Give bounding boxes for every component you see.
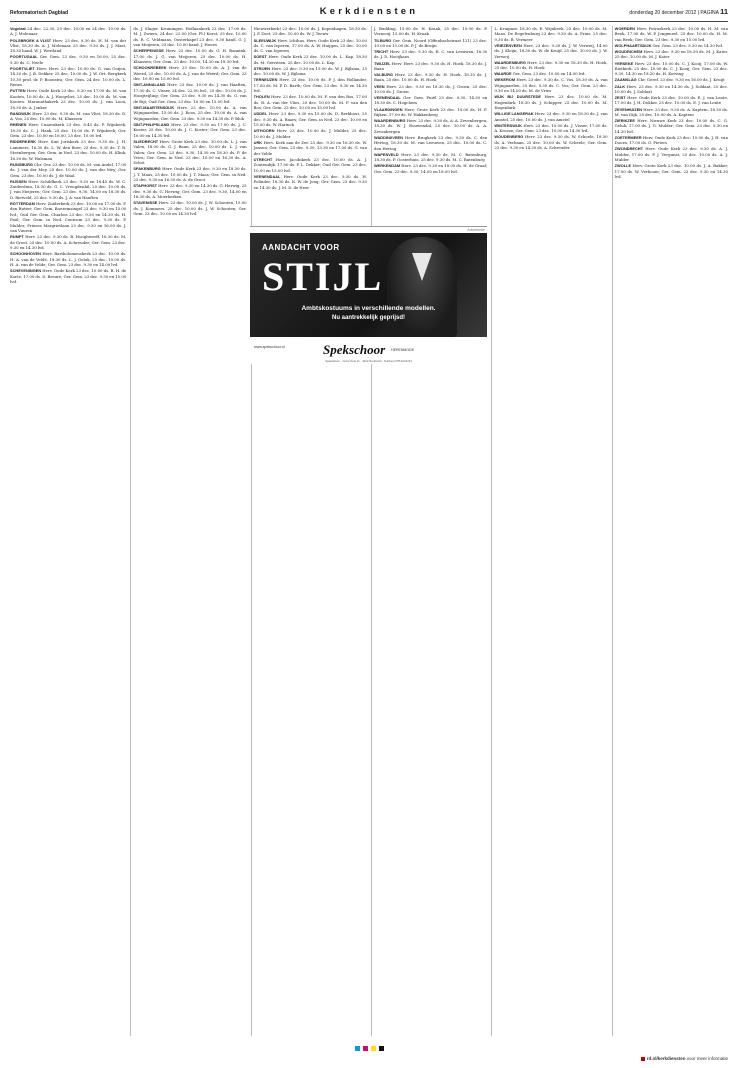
church-entry	[10, 54, 126, 65]
brand-sub: HERENMODE	[391, 348, 414, 352]
church-entry	[494, 43, 607, 59]
service-details: Herv. 23 dec. 9.30 en 14.30 ds. G. Herwig, 25 dec. 9.30 ds. G. Herwig; Ger. Gem. 23 dec. 9.30, 14.00 en 18.30 ds. A. Moerkerken	[133, 183, 247, 200]
church-entry	[374, 38, 487, 49]
church-entry	[10, 111, 126, 122]
service-details: Herv. 23 dec. 9.30 ds. J. W. Verweij, 14.00 ds. J. Kleijn, 18.30 ds. W. de Kruijf, 25 dec. 10.00 ds. J. W. Verweij	[494, 42, 608, 59]
church-entry	[494, 60, 607, 71]
section-title: Kerkdiensten	[319, 6, 419, 17]
town-name: WOUDENBERG	[494, 134, 524, 140]
town-name: VEENENDAAL	[253, 173, 281, 179]
church-entry	[494, 71, 607, 76]
church-entry	[615, 49, 728, 60]
service-details: Herv. 23 dec. 9.30 ds. C. Vos, 18.30 ds. A. van Wijngaarden, 25 dec. 9.30 ds. C. Vos; Ger. Gem. 23 dec. 9.30 en 14.00 ds. M. de Vries	[494, 77, 608, 94]
page-footer	[641, 1056, 728, 1061]
ad-footer: Spekschoor · Grote Kerk 11 · 3312 Dordrecht · Telefoon 078-6131744	[325, 359, 412, 363]
church-entry	[615, 61, 728, 77]
church-entry	[254, 128, 367, 139]
church-entry	[494, 111, 607, 122]
church-entry	[10, 38, 126, 54]
service-details: Herv. 23 dec. 9.30 en 18.30 ds. J. van Amstel, 25 dec. 10.00 ds. J. van Amstel	[494, 111, 608, 122]
town-name: SLIEDRECHT	[133, 138, 159, 144]
ad-website[interactable]: www.spekschoor.nl	[254, 345, 285, 349]
church-entry	[10, 179, 126, 201]
service-details: Herv. 23 dec. 10.00 ds. A. J. van de Weerd, 25 dec. 10.00 ds. A. J. van de Weerd; Ger. Gem. 23 dec. 10.00 en 15.00 lvd.	[133, 65, 247, 82]
square-bullet-icon	[641, 1057, 645, 1061]
issue-date: donderdag 20 december 2012	[629, 10, 697, 16]
town-name: VALBURG	[374, 72, 393, 77]
church-entry	[374, 26, 487, 37]
service-details: J. Budding, 15.00 ds. H. Kraak, 25 dec. 10.00 ds. P. Vernooij, 15.00 ds. H. Kraak	[374, 26, 488, 37]
service-details: ds. J. Sluger. Kruiningen. Hoflaankerk 23 dec. 17.00 ds. M. J. Zwiers, 24 dec. 22.00 (Ger. Pl.) Kerst, 25 dec. 10.00 ds. R. C. Veldmans, Oosterkapel 23 dec. 9.30 hand. G. J. van Meijeren, 25 dec. 10.00 hand. J. Hoorn	[133, 26, 247, 48]
church-entry	[374, 72, 487, 83]
town-name: SINT-MAARTENSDIJK	[133, 104, 175, 110]
town-name: PUTTEN	[10, 88, 26, 94]
service-details: Herv. 23 dec. 9.30 ds. M. C. Batenburg, 18.30 ds. P. Oosterhuis, 25 dec. 9.30 ds. M. C. Batenburg	[374, 151, 488, 163]
town-name: POORTVLIET	[10, 65, 35, 71]
town-name: SCHOONHOVEN	[10, 251, 41, 257]
church-entry	[10, 201, 126, 234]
church-entry	[133, 82, 246, 104]
town-name: Vogelzat	[10, 26, 26, 31]
church-entry	[494, 134, 607, 150]
service-details: Herv. 23 dec. 9.30 en 18.30 ds. M. J. Kater, 25 dec. 10.00 ds. M. J. Kater	[614, 49, 728, 60]
church-entry	[374, 61, 487, 72]
service-details: Herv. Jacobikerk 23 dec. 10.00 ds. A. J. Zoutendijk, 17.00 ds. P. L. Dekker; Oud Ger. Gem. 23 dec. 10.00 en 15.00 lvd.	[253, 156, 367, 173]
service-details: Herv. Oude Kerk 23 dec. 10.00 ds. J. H. van Doorn, 17.00 ds. G. Pieters	[614, 134, 728, 146]
service-details: Herv. 23 dec. 9.30 en 17.00 ds. J. C. Koster, 25 dec. 10.00 ds. J. C. Koster; Ger. Gem. 23 dec. 10.00 en 14.30 lvd.	[133, 121, 247, 138]
church-entry	[374, 95, 487, 106]
advertisement[interactable]	[250, 226, 487, 364]
church-entry	[615, 95, 728, 106]
service-details: Herv. 23 dec. 10.00 ds. M. Hogenbirk, 18.30 ds. J. Schipper, 25 dec. 10.00 ds. M. Hogenbirk	[494, 94, 608, 111]
service-details: Herv. 23 dec. 10.00 ds. J. W. Schouten, 15.00 ds. J. Kommers, 25 dec. 10.00 ds. J. W. Schouten; Ger. Gem. 23 dec. 10.00 en 14.30 lvd.	[133, 200, 247, 217]
church-entry	[615, 77, 728, 82]
ad-bigword: STIJL	[262, 254, 384, 299]
town-name: STRIJEN	[253, 65, 271, 71]
town-name: UITHOORN	[253, 128, 275, 134]
town-name: SCHEVENINGEN	[10, 268, 42, 274]
town-name: WADDINXVEEN	[374, 134, 403, 140]
town-name: ZAAMSLAG	[614, 77, 637, 83]
service-details: Herv. 23 dec. 9.30 en 15.00 ds. D. Berkhout, 25 dec. 9.30 ds. A. Baars; Ger. Gem. in Ned. 23 dec. 10.00 en 15.00 ds. W. Harinck	[253, 111, 367, 128]
church-entry	[615, 118, 728, 134]
church-entry	[10, 162, 126, 178]
church-entry	[133, 183, 246, 199]
service-details: Herv. Brugkerk 23 dec. 9.30 ds. C. den Hertog, 18.30 ds. M. van Leeuwen, 25 dec. 10.00 ds. C. den Hertog	[374, 134, 488, 151]
service-details: Herv. 23 dec. 9.30 en 18.30 ds. J. Groen, 25 dec. 10.00 ds. J. Groen	[374, 83, 488, 94]
church-entry	[10, 139, 126, 161]
town-name: WAARDENBURG	[374, 118, 406, 123]
church-entry	[254, 38, 367, 54]
church-entry	[10, 26, 126, 37]
town-name: ZWIJNDRECHT	[614, 146, 643, 152]
town-name: URK	[253, 139, 263, 145]
town-name: RANDWIJK	[10, 110, 31, 116]
service-details: Herv. Oude Kerk 23 dec. 9.30 ds. A. J. Mulder, 17.00 ds. P. J. Vergunst, 25 dec. 10.00 ds. A. J. Mulder	[614, 146, 728, 163]
service-details: Chr. Ger. 23 dec. 10.00 ds. M. van Andel, 17.00 ds. J. van der Mey, 25 dec. 10.00 ds. J. van der Mey; Ger. Gem. 23 dec. 10.00 ds. J. de Waal	[10, 161, 127, 178]
town-name: WAPENVELD	[374, 151, 399, 157]
town-name: WEKEROM	[494, 77, 516, 83]
service-details: Herv. Sint Joriskerk 23 dec. 9.30 ds. J. H. Lammers, 16.30 ds. L. W. den Boer, 25 dec. 9.30 ds. T. R. Steenbergen; Ger. Gem. in Ned. 23 dec. 10.00 ds. H. Klink, 16.30 ds. W. Hulsman	[10, 139, 127, 161]
town-name: ZWOLLE	[614, 163, 632, 169]
service-details: Herv. 23 dec. 9.30 ds. W. Scheele, 18.30 ds. A. Verbaan, 25 dec. 10.00 ds. W. Scheele; Ger. Gem. 23 dec. 9.30 en 14.30 ds. A. Schreuder	[494, 134, 608, 151]
church-entry	[615, 107, 728, 118]
service-details: Herv. 23 dec. 9.30 ds. H. Hoek, 18.30 ds. J. Baan, 25 dec. 10.00 ds. H. Hoek	[374, 72, 488, 83]
church-entry	[374, 163, 487, 174]
town-name: RIDDERKERK	[10, 139, 36, 145]
church-entry	[133, 26, 246, 48]
town-name: RIJNSBURG	[10, 161, 33, 167]
service-details: Herv. 23 dec. 10.00 ds. A. van Wijngaarden, 15.00 ds. J. Roos, 25 dec. 10.00 ds. A. van Wijngaarden; Ger. Gem. 23 dec. 9.30 en 14.30 ds. P. Blok	[133, 104, 247, 121]
church-entry	[374, 84, 487, 95]
town-name: TRICHT	[374, 49, 389, 54]
black-swatch	[379, 1046, 384, 1051]
town-name: WIJK BIJ DUURSTEDE	[494, 94, 541, 100]
town-name: ZALK	[614, 83, 626, 89]
cyan-swatch	[355, 1046, 360, 1051]
service-details: Herv. Herv. 23 dec. 10.00 ds. G. van Ooijen, 14.30 ds. J. B. Dekker, 25 dec. 10.00 ds. J. W. Ort. Bergkerk 10.30 prof. dr. P. Boonstra; Ger. Gem. 24 dec. 10.00 ds. L. Renes	[10, 65, 127, 88]
service-details: Chr. Geref. 23 dec. 9.30 en 16.00 ds. J. Kruijt	[637, 77, 725, 83]
church-entry	[494, 26, 607, 42]
church-entry	[133, 139, 246, 166]
church-entry	[615, 26, 728, 42]
service-details: Herv. Oude Kerk 23 dec. 10.00 ds. R. H. de Korte, 17.00 ds. D. Breure; Ger. Gem. 23 dec. 9.30 en 15.00 lvd.	[10, 268, 127, 285]
church-entry	[494, 123, 607, 134]
service-details: Herv. 23 dec. 10.00 ds. C. J. Kooij, 17.00 ds. W. Rietkerk, 25 dec. 10.00 ds. C. J. Kooij; Ger. Gem. 23 dec. 9.30, 14.30 en 18.30 ds. H. Korving	[614, 60, 728, 77]
town-name: VLAARDINGEN	[374, 106, 403, 112]
church-entry	[10, 268, 126, 284]
town-name: SCHERPENISSE	[133, 48, 164, 54]
town-name: WOERDEN	[614, 26, 635, 31]
town-name: SINT-PHILIPSLAND	[133, 121, 170, 127]
church-entry	[254, 94, 367, 110]
service-details: Herv. 23 dec. 9.30 ds. M. van Vliet, 18.30 ds. D. A. Vos, 25 dec. 10.00 ds. M. Klaassen	[10, 110, 127, 122]
service-details: Ger. Gem. 23 dec. 10.00 en 14.00 lvd.	[512, 71, 586, 77]
suit-image	[387, 237, 457, 337]
town-name: WERKENDAM	[374, 163, 401, 169]
town-name: VEEN	[374, 83, 385, 89]
town-name: WOLPHAARTSDIJK	[614, 42, 652, 48]
church-entry	[133, 122, 246, 138]
town-name: TERNEUZEN	[253, 77, 278, 83]
color-registration-marks	[0, 1046, 738, 1056]
church-entry	[615, 146, 728, 162]
service-details: Herv. 23 dec. 9.30 en 14.30 ds. J. Soldaat, 25 dec. 10.00 ds. J. Soldaat	[614, 83, 728, 94]
service-details: Herv. 23 dec. 10.00 ds. J. Mulder, 25 dec. 10.00 ds. J. Mulder	[253, 128, 367, 139]
town-name: UDDEL	[253, 111, 268, 117]
service-details: L. Kruijmer. 18.30 ds. E. Wijnbeek, 25 dec. 10.00 ds. M. Maas. De Eegelenburg 23 dec. 9.30 ds. A. Prins, 25 dec. 9.30 ds. B. Vermeer	[494, 26, 608, 42]
church-entry	[615, 135, 728, 146]
column-4	[371, 26, 487, 1036]
service-details: Herv. Zuiderkerk 23 dec. 10.00 en 17.00 ds. P. den Butter; Ger. Gem. Boezemsingel 23 dec. 9.30 en 15.00 lvd.; Oud Ger. Gem. Charlois 23 dec. 9.30 en 14.30 ds. H. Paul; Ger. Gem. in Ned. Centrum 23 dec. 9.30 ds. P. Mulder; Prinses Margrietlaan 23 dec. 9.30 en 16.00 ds. J. van Vuuren	[10, 200, 127, 234]
town-name: WAARDE	[494, 71, 512, 77]
town-name: RUMPT	[10, 234, 24, 240]
church-entry	[374, 152, 487, 163]
magenta-swatch	[363, 1046, 368, 1051]
service-details: Herv. 23 dec. 9.30 en 18.00 ds. H. de Graaf; Ger. Gem. 23 dec. 9.30, 14.00 en 18.00 lvd.	[374, 163, 488, 174]
town-name: UTRECHT	[253, 156, 273, 162]
church-entry	[374, 107, 487, 118]
church-entry	[10, 251, 126, 267]
page-label: PAGINA	[700, 10, 719, 16]
church-entry	[374, 118, 487, 134]
church-entry	[374, 135, 487, 151]
church-entry	[254, 111, 367, 127]
church-entry	[133, 105, 246, 121]
town-name: WILLIGE LANGERAK	[494, 111, 534, 117]
column-2	[130, 26, 246, 1036]
town-name: SPAKENBURG	[133, 166, 161, 172]
column-5	[491, 26, 607, 1036]
service-details: Herv. 23 dec. 9.30 ds. R. C. van Leeuwen, 18.30 ds. J. D. Hooijkaas	[374, 49, 488, 60]
church-entry	[133, 166, 246, 182]
church-entry	[615, 84, 728, 95]
service-details: Herv. 23 dec. 10.00 ds. J. Visser, 17.00 ds. A. Kroeze; Ger. Gem. 23 dec. 10.00 en 14.30 lvd.	[494, 122, 608, 134]
service-details: Herv. 23 dec. 9.30 ds. A. A. Zevenbergen, 18.30 ds. W. J. Rouwendal, 25 dec. 10.00 ds. A. A. Zevenbergen	[374, 118, 488, 134]
town-name: YERSEKE	[614, 60, 634, 66]
service-details: Herv. Bartholomeuskerk 23 dec. 10.00 ds. H. A. van de Velde, 18.30 ds. L. J. Geluk, 25 dec. 10.00 ds. H. A. van de Velde; Ger. Gem. 23 dec. 9.30 en 14.00 lvd.	[10, 251, 127, 268]
town-name: SLEEUWIJK	[253, 37, 277, 43]
church-entry	[10, 122, 126, 138]
ad-logo-row	[250, 339, 487, 361]
service-details: Herv. 23 dec. 10.00 ds. G. H. Bonnink, 17.00 ds. J. G. van Meijeren, 25 dec. 10.00 ds. H. Klaassen; Ger. Gem. 23 dec. 10.00, 14.30 en 18.30 lvd.	[133, 48, 247, 65]
service-details: Herv. Grote Kerk 23 dec. 10.00 ds. L. J. van Valen, 18.00 ds. G. J. Baan, 25 dec. 10.00 ds. L. J. van Valen; Ger. Gem. 23 dec. 9.30, 14.30 en 18.30 ds. P. de Vries; Ger. Gem. in Ned. 23 dec. 10.00 en 16.30 ds. A. Schot	[133, 138, 247, 166]
column-3	[251, 26, 367, 1036]
ad-headline: AANDACHT VOOR	[262, 243, 340, 252]
town-name: WAARDENBURG	[494, 59, 526, 65]
church-entry	[10, 88, 126, 110]
service-details: Ger. Gem. Noord (Offenbachstraat 121) 23 dec. 10.00 en 15.00 ds. P. J. de Bruijn	[374, 37, 488, 48]
ad-subline: Nu aantrekkelijk geprijsd!	[331, 315, 406, 321]
service-details: Herv. 23 dec. 10.00 ds. J. van Haaften, 17.00 ds. C. Visser, 24 dec. 22.00 lvd., 25 dec. 10.00 ds. J. Hoogteijling; Ger. Gem. 23 dec. 9.30 en 14.30 ds. G. van de Rijt; Oud Ger. Gem. 23 dec. 10.00 en 15.00 lvd.	[133, 82, 247, 104]
town-name: VRIEZENVEEN	[494, 42, 522, 48]
town-name: ZEVENHUIZEN	[614, 106, 643, 112]
footer-site[interactable]: rd.nl/kerkdiensten	[646, 1056, 686, 1061]
service-details: Ger. Gem. Pniël 23 dec. 9.30, 14.30 en 18.30 ds. C. Hogchem	[374, 95, 488, 106]
town-name: VEENENDAAL	[374, 95, 401, 100]
ad-photo	[250, 233, 487, 337]
church-entry	[133, 48, 246, 64]
church-entry	[615, 163, 728, 179]
service-details: Herv. Grote Kerk 23 dec. 10.00 ds. J. A. Bakker, 17.00 ds. W. Verboom; Ger. Gem. 23 dec. 9.30 en 14.30 lvd.	[614, 163, 728, 180]
town-name: SOEST	[253, 54, 267, 60]
church-entry	[254, 77, 367, 93]
service-details: Herv. 23 dec. 10.00 ds. P. J. den Hollander, 17.00 ds. M. P. D. Barth; Ger. Gem. 23 dec. 9.30 en 14.30 lvd.	[253, 77, 367, 94]
church-entry	[133, 200, 246, 216]
page-number: 11	[720, 7, 728, 16]
yellow-swatch	[371, 1046, 376, 1051]
service-details: Herv. 23 dec. 9.30 ds. B. Hooghwerff, 18.30 ds. M. de Groot, 25 dec. 10.00 ds. A. Schreuder; Ger. Gem. 23 dec. 9.30 en 14.30 lvd.	[10, 234, 127, 251]
newspaper-name: Reformatorisch Dagblad	[10, 10, 69, 16]
service-details: Herv. Grote Kerk 23 dec. 10.00 ds. H. F. Rijken, 17.00 ds. W. Hakkenberg	[374, 106, 488, 117]
church-entry	[374, 49, 487, 60]
brand-logo: Spekschoor	[323, 342, 386, 357]
column-6	[612, 26, 728, 1036]
church-entry	[254, 66, 367, 77]
town-name: WOUDRICHEM	[614, 49, 643, 54]
church-entry	[10, 234, 126, 250]
church-entry	[494, 94, 607, 110]
service-details: Herv. Schildkerk 23 dec. 9.30 en 18.45 ds. W. C. Zuiderduin, 18.30 ds. G. C. Vreugdenhil, 25 dec. 10.00 ds. J. van Meijeren; Ger. Gem. 23 dec. 9.30, 14.00 en 18.30 ds. D. Rietveld, 25 dec. 9.30 ds. J. A. van Haaften	[10, 178, 127, 200]
service-details: Herv. Oude Kerk 23 dec. 9.30 ds. H. Polinder, 18.30 ds. K. W. de Jong; Ger. Gem. 23 dec. 9.30 en 14.30 ds. J. M. D. de Heer	[253, 173, 367, 190]
service-details: Herv. 23 dec. 9.30 en 15.00 ds. W. J. Bijlsma, 25 dec. 10.00 ds. W. J. Bijlsma	[253, 65, 367, 77]
town-name: WINTERSWIJK	[494, 122, 522, 128]
church-entry	[10, 66, 126, 88]
town-name: RHENEN	[10, 122, 27, 128]
footer-text: voor meer informatie	[686, 1056, 728, 1061]
column-1	[10, 26, 126, 1036]
service-details: Herv. Ichthus. Herv. Oude Kerk 23 dec. 10.00 ds. C. van Ieperen, 17.00 ds. A. W. Huijgen, 25 dec. 10.00 ds. C. van Ieperen	[253, 37, 367, 54]
service-details: Herv. Oude Kerk 23 dec. 10.00 ds. L. Kap, 18.30 ds. M. Gerritsen, 25 dec. 10.00 ds. L. Kap	[253, 54, 367, 65]
listing-columns	[10, 26, 728, 1036]
page-header	[10, 6, 728, 22]
church-entry	[254, 140, 367, 156]
service-details: Ger. Gem. 23 dec. 9.30 en 16.00, 25 dec. 9.30 ds. C. Neele	[10, 54, 127, 65]
service-details: Herv. 23 dec. 9.30 ds. H. M. van der Vlist, 18.30 ds. A. J. Molenaar, 25 dec. 9.30 ds. J. J. Mast, 18.30 hand. W. J. Westland	[10, 37, 127, 54]
service-details: 24 dec. 22.30, 25 dec. 10.00 en 24 dec. 10.00 ds. A. J. Molenaar	[10, 26, 127, 37]
service-details: Herv. Petruskerk 23 dec. 10.00 ds. H. M. van Beek, 17.00 ds. W. P. Jongeneel, 25 dec. 10.00 ds. H. M. van Beek; Ger. Gem. 23 dec. 9.30 en 15.00 lvd.	[614, 26, 728, 42]
church-entry	[133, 65, 246, 81]
service-details: Herv. Kerk aan de Zee 23 dec. 9.30 en 16.30 ds. W. Jansen; Ger. Gem. 23 dec. 9.30, 13.30 en 17.00 ds. G. van der Velde	[253, 139, 367, 156]
town-name: STAVENISSE	[133, 200, 158, 206]
church-entry	[494, 77, 607, 93]
service-details: Herv. Cunerakerk 23 dec. 8.45 ds. P. Wijnbeek, 18.30 ds. C. J. Haak, 25 dec. 10.00 ds. P. Wijnbeek; Ger. Gem. 23 dec. 10.00 en 16.00, 25 dec. 10.00 lvd.	[10, 122, 127, 139]
town-name: POLSBROEK & VLIST	[10, 37, 52, 43]
service-details: Herv. 23 dec. 9.30 ds. A. Kaptein, 18.30 ds. M. van Dijk, 25 dec. 10.00 ds. A. Kaptein	[614, 106, 728, 117]
service-details: Herv. Nieuwe Kerk 23 dec. 10.00 ds. C. G. Geluk, 17.00 ds. J. G. Mulder; Ger. Gem. 23 dec. 9.30 en 14.30 lvd.	[614, 118, 728, 134]
service-details: Herv. Herv. 23 dec. 9.30 ds. H. Hoek, 18.30 ds. J. Baan	[374, 60, 488, 71]
service-details: Herv. Oude Kerk 23 dec. 8.30 en 17.00 ds. M. van Kooten, 10.00 ds. A. J. Hoogvliet, 25 dec. 10.00 ds. M. van Kooten. Maranathakerk 23 dec. 10.00 ds. J. van Loon, 18.30 ds. A. Jonker	[10, 88, 127, 110]
church-entry	[254, 54, 367, 65]
town-name: RIJSSEN	[10, 178, 27, 184]
town-name: ZIERIKZEE	[614, 118, 635, 123]
service-details: Herv. 23 dec. 10.00 ds. M. F. van den Bos, 17.00 ds. R. A. van der Vlies, 25 dec. 10.00 ds. M. F. van den Bos; Ger. Gem. 23 dec. 10.00 en 15.00 lvd.	[253, 94, 367, 111]
service-details: Herv. 23 dec. 9.30 en 18.30 ds. H. Hoek, 25 dec. 10.00 ds. H. Hoek	[494, 59, 608, 71]
service-details: Herv. Oude Kerk 23 dec. 9.30 en 18.30 ds. J. T. Maas, 25 dec. 10.00 ds. J. T. Maas; Ger. Gem. in Ned. 23 dec. 9.30 en 16.30 ds. A. de Groot	[133, 166, 247, 183]
town-name: TWIJZEL	[374, 60, 391, 66]
date-page: donderdag 20 december 2012 | PAGINA 11	[629, 7, 728, 16]
town-name: TILBURG	[374, 37, 392, 43]
church-entry	[254, 174, 367, 190]
service-details: Herv. Oude Kerk 23 dec. 10.00 ds. E. J. van Lente, 17.00 ds. J. H. Dekker, 25 dec. 10.00 ds. E. J. van Lente	[614, 95, 728, 106]
town-name: ZOETERMEER	[614, 134, 642, 140]
ad-tagline: Ambtskostuums in verschillende modellen.	[301, 305, 436, 312]
church-entry	[615, 43, 728, 48]
town-name: THOLEN	[253, 94, 270, 100]
service-details: Nieuwerkerk) 23 dec. 10.00 ds. J. Kopenhagen, 18.30 ds. J. P. Zoet, 25 dec. 10.00 ds. W. J. Teeuw	[253, 26, 367, 37]
town-name: ROTTERDAM	[10, 200, 35, 206]
ad-label: Advertentie	[467, 228, 485, 232]
town-name: POORTUGAAL	[10, 54, 38, 60]
town-name: SINT-ANNALAND	[133, 82, 166, 88]
service-details: Ger. Gem. 23 dec. 9.30 en 14.30 lvd.	[652, 42, 724, 48]
town-name: ZEIST	[614, 95, 626, 100]
town-name: SCHOONREBEEK	[133, 65, 167, 71]
church-entry	[254, 26, 367, 37]
town-name: STAPHORST	[133, 183, 158, 189]
church-entry	[254, 157, 367, 173]
